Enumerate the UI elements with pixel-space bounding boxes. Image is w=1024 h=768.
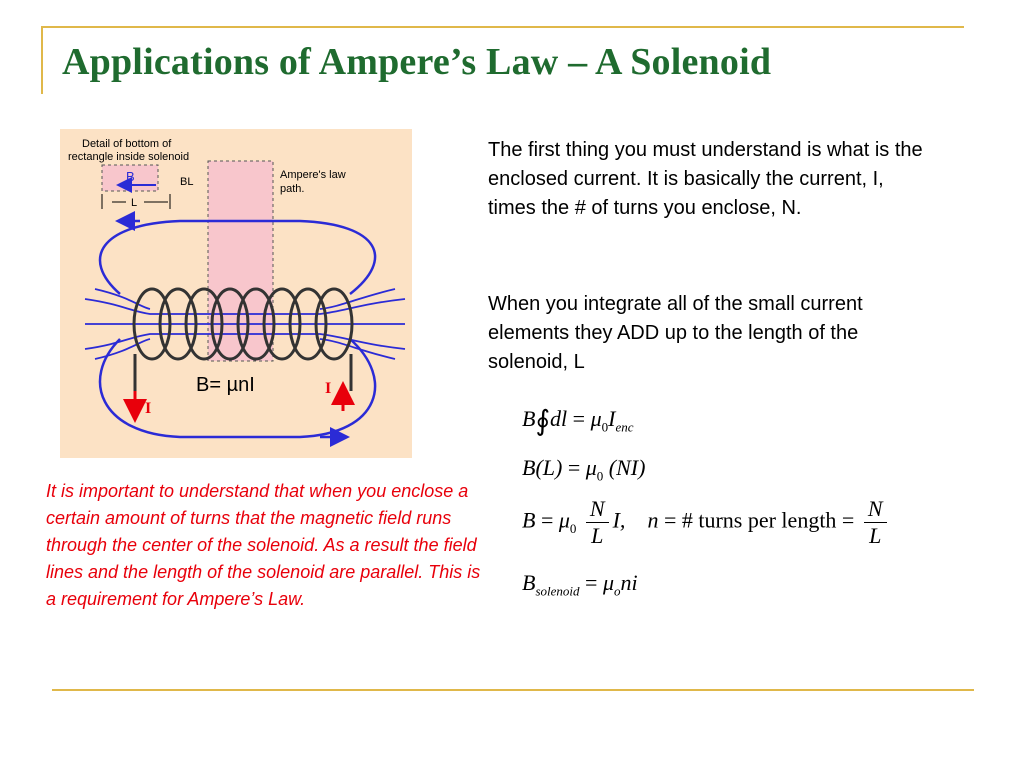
field-formula: B= µnI — [196, 374, 255, 396]
paragraph-enclosed-current: The first thing you must understand is what is the enclosed current. It is basically the current, I, times the # of turns you enclose, N. — [488, 139, 923, 219]
detail-label-1: Detail of bottom of — [82, 138, 172, 150]
bl-label: BL — [180, 176, 194, 188]
eq4-b: B — [522, 570, 536, 595]
eq4-mu: μ — [602, 570, 614, 595]
solenoid-figure — [60, 129, 412, 458]
eq3-i: I, — [612, 507, 626, 533]
current-label-right: I — [325, 380, 332, 397]
frame-bottom-line — [52, 689, 974, 691]
ampere-requirement-note: It is important to understand that when you enclose a certain amount of turns that the magnetic field runs through the center of the solenoid. As a result the field lines and the length of the solenoid are parallel. This is a requirement for Ampere’s Law. — [46, 481, 481, 609]
eq3-equals: = — [540, 507, 554, 533]
eq3-fraction-2 — [864, 496, 887, 549]
eq2-lhs: B(L) — [522, 455, 563, 480]
eq4-sub: solenoid — [535, 583, 580, 599]
eq1-mu-sub: 0 — [601, 419, 609, 435]
eq3-num2: N — [864, 496, 887, 523]
frame-left-line — [41, 26, 43, 94]
eq2-mu-sub: 0 — [596, 468, 604, 484]
eq2-equals: = — [567, 455, 581, 480]
l-label: L — [131, 197, 138, 209]
eq3-n: n — [647, 507, 659, 533]
eq2-mu: μ — [585, 455, 597, 480]
eq3-mu-sub: 0 — [569, 520, 577, 536]
eq1-enc: enc — [615, 419, 634, 435]
paragraph-integration: When you integrate all of the small current elements they ADD up to the length of the solenoid, L — [488, 293, 863, 373]
eq2-rhs: (NI) — [608, 455, 646, 480]
eq1-b: B — [522, 406, 536, 431]
ampere-path-label-1: Ampere's law — [280, 169, 346, 181]
current-label-left: I — [145, 400, 152, 417]
ampere-path-label-2: path. — [280, 183, 305, 195]
frame-top-line — [41, 26, 964, 28]
eq4-ni: ni — [620, 570, 638, 595]
eq1-i: I — [608, 406, 616, 431]
eq3-den: L — [591, 523, 604, 548]
eq3-num: N — [586, 496, 609, 523]
eq3-fraction — [586, 496, 609, 549]
integral-sign: ∮ — [535, 406, 551, 437]
eq3-def: = # turns per length = — [663, 507, 855, 533]
b-box-label: B — [126, 169, 135, 184]
equation-bl — [522, 455, 645, 484]
equation-b-solenoid — [522, 570, 638, 599]
eq3-mu: μ — [558, 507, 570, 533]
detail-label-2: rectangle inside solenoid — [68, 151, 190, 163]
eq4-equals: = — [585, 570, 598, 595]
eq1-equals: = — [572, 406, 586, 431]
equation-b-field — [522, 496, 891, 549]
eq3-den2: L — [869, 523, 882, 548]
eq1-mu: μ — [590, 406, 602, 431]
eq4-mu-sub: o — [613, 583, 621, 599]
equation-ampere-integral — [522, 404, 634, 438]
eq1-dl: dl — [550, 406, 568, 431]
eq3-b: B — [522, 507, 536, 533]
slide-title: Applications of Ampere’s Law – A Solenoid — [62, 41, 772, 83]
